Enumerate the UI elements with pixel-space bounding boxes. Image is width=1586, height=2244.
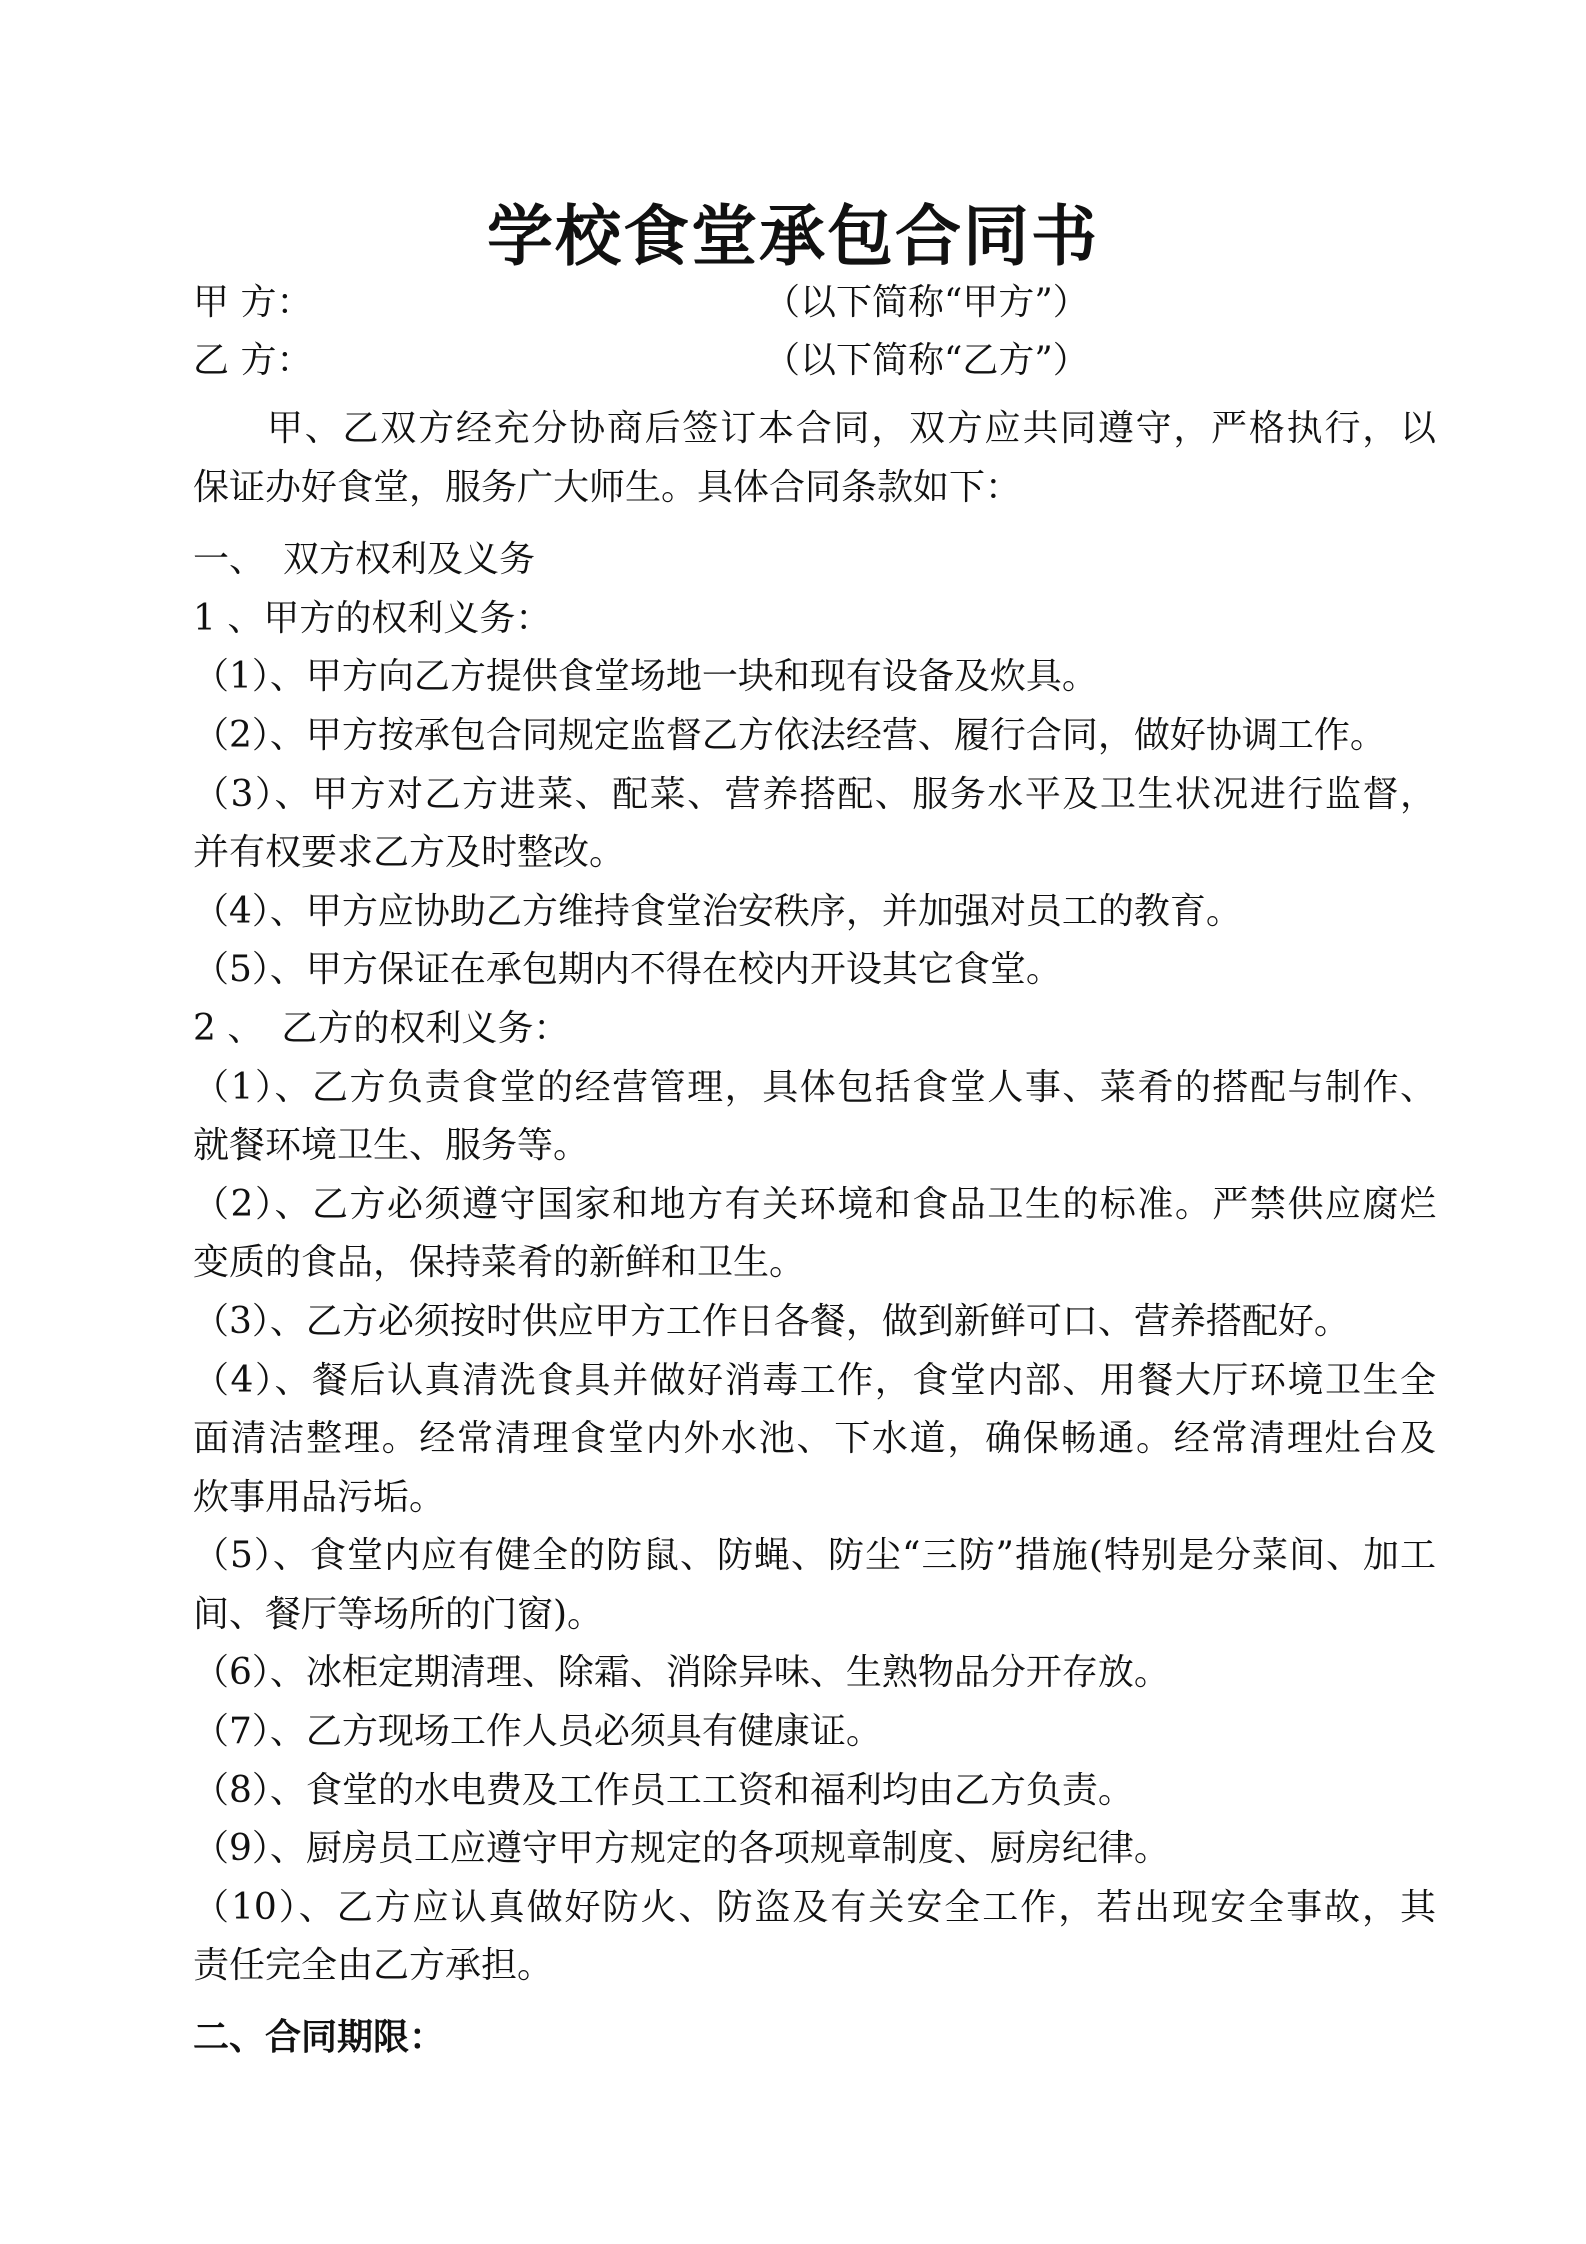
clause bbox=[193, 941, 1436, 1000]
text-line: （6）、冰柜定期清理、除霜、消除异味、生熟物品分开存放。 bbox=[193, 1652, 1170, 1694]
text-line: 1 、甲方的权利义务： bbox=[193, 597, 552, 639]
text-line: 间、餐厅等场所的门窗)。 bbox=[193, 1593, 604, 1635]
text-line: （3）、乙方必须按时供应甲方工作日各餐，做到新鲜可口、营养搭配好。 bbox=[193, 1300, 1350, 1342]
subsection-heading bbox=[193, 590, 1436, 649]
party-b-line bbox=[193, 336, 1443, 386]
subsection-heading bbox=[193, 1000, 1436, 1059]
party-a-label: 甲 方： bbox=[193, 282, 313, 323]
text-line: 保证办好食堂，服务广大师生。具体合同条款如下： bbox=[193, 466, 1022, 508]
text-line: （4）、甲方应协助乙方维持食堂治安秩序，并加强对员工的教育。 bbox=[193, 890, 1242, 932]
text-line: 炊事用品污垢。 bbox=[193, 1476, 446, 1518]
clause bbox=[193, 766, 1436, 883]
text-line: 并有权要求乙方及时整改。 bbox=[193, 832, 626, 874]
clause bbox=[193, 1352, 1436, 1528]
text-line: 面清洁整理。经常清理食堂内外水池、下水道，确保畅通。经常清理灶台及 bbox=[193, 1418, 1436, 1460]
clause bbox=[193, 648, 1436, 707]
text-line: 责任完全由乙方承担。 bbox=[193, 1945, 554, 1987]
text-line: （2）、甲方按承包合同规定监督乙方依法经营、履行合同，做好协调工作。 bbox=[193, 714, 1386, 756]
clause bbox=[193, 883, 1436, 942]
text-line: 一、 双方权利及义务 bbox=[193, 539, 536, 581]
clause bbox=[193, 1059, 1436, 1176]
text-line: （5）、食堂内应有健全的防鼠、防蝇、防尘“三防”措施(特别是分菜间、加工 bbox=[193, 1535, 1436, 1577]
text-line: 2 、 乙方的权利义务： bbox=[193, 1007, 570, 1049]
text-line: （7）、乙方现场工作人员必须具有健康证。 bbox=[193, 1711, 882, 1753]
clause bbox=[193, 1703, 1436, 1762]
party-b-abbreviation: （以下简称“乙方”） bbox=[764, 340, 1089, 381]
text-line: （1）、乙方负责食堂的经营管理，具体包括食堂人事、菜肴的搭配与制作、 bbox=[193, 1066, 1436, 1108]
text-line: （9）、厨房员工应遵守甲方规定的各项规章制度、厨房纪律。 bbox=[193, 1828, 1170, 1870]
party-a-line bbox=[193, 278, 1443, 328]
clause bbox=[193, 1527, 1436, 1644]
contract-body bbox=[193, 400, 1436, 2067]
clause bbox=[193, 1293, 1436, 1352]
party-b-label: 乙 方： bbox=[193, 340, 313, 381]
document-title: 学校食堂承包合同书 bbox=[487, 197, 1099, 275]
text-line: （10）、乙方应认真做好防火、防盗及有关安全工作，若出现安全事故，其 bbox=[193, 1886, 1436, 1928]
clause bbox=[193, 1762, 1436, 1821]
text-line: （4）、餐后认真清洗食具并做好消毒工作，食堂内部、用餐大厅环境卫生全 bbox=[193, 1359, 1436, 1401]
text-line: （1）、甲方向乙方提供食堂场地一块和现有设备及炊具。 bbox=[193, 656, 1098, 698]
text-line: （5）、甲方保证在承包期内不得在校内开设其它食堂。 bbox=[193, 949, 1062, 991]
text-line: 甲、乙双方经充分协商后签订本合同，双方应共同遵守，严格执行，以 bbox=[267, 408, 1436, 449]
clause bbox=[193, 707, 1436, 766]
clause bbox=[193, 1644, 1436, 1703]
text-line: 二、合同期限： bbox=[193, 2016, 446, 2059]
section-heading bbox=[193, 531, 1436, 590]
section-heading bbox=[193, 2008, 1436, 2067]
clause bbox=[193, 1820, 1436, 1879]
clause bbox=[193, 1176, 1436, 1293]
text-line: 就餐环境卫生、服务等。 bbox=[193, 1125, 590, 1167]
text-line: （3）、甲方对乙方进菜、配菜、营养搭配、服务水平及卫生状况进行监督， bbox=[193, 773, 1436, 815]
clause bbox=[193, 1879, 1436, 1996]
text-line: （2）、乙方必须遵守国家和地方有关环境和食品卫生的标准。严禁供应腐烂 bbox=[193, 1183, 1436, 1225]
party-a-abbreviation: （以下简称“甲方”） bbox=[764, 282, 1089, 323]
intro-paragraph bbox=[193, 400, 1436, 517]
text-line: 变质的食品，保持菜肴的新鲜和卫生。 bbox=[193, 1242, 806, 1284]
text-line: （8）、食堂的水电费及工作员工工资和福利均由乙方负责。 bbox=[193, 1769, 1134, 1811]
